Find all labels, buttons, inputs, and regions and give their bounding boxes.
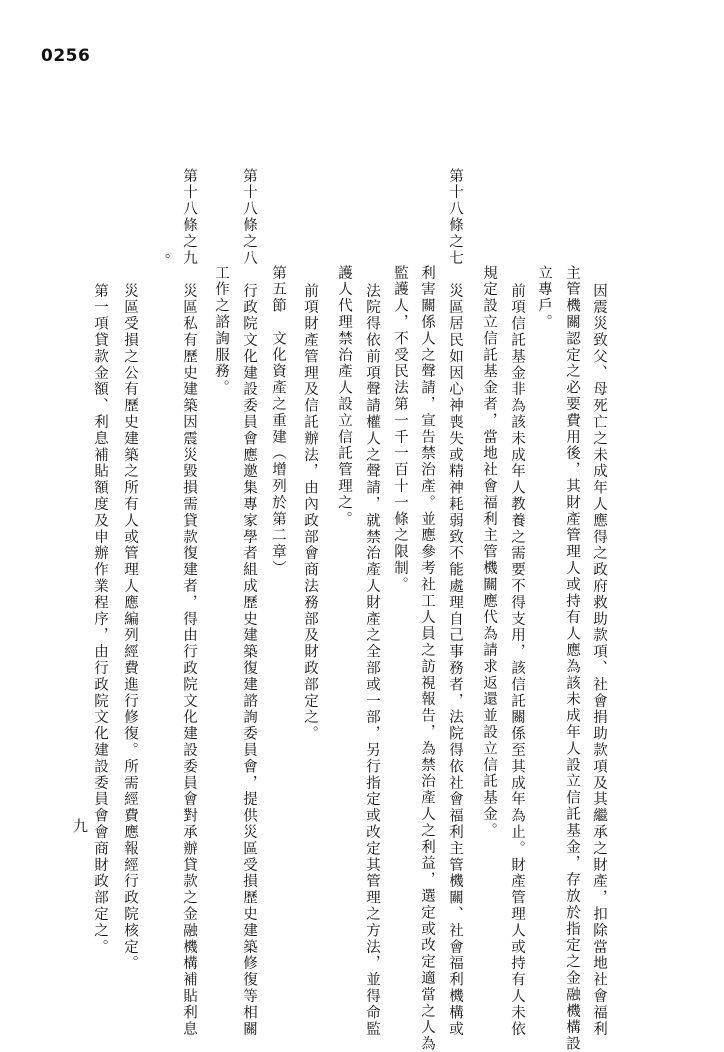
- text-column-18: 災區私有歷史建築因震災毀損需貸款復建者，得由行政院文化建設委員會對承辦貸款之金融機構補貼利息: [181, 283, 197, 1038]
- page-number: 九: [73, 817, 89, 835]
- text-column-12: 前項財產管理及信託辦法，由內政部會商法務部及財政部定之。: [302, 283, 318, 743]
- text-column-5: 規定設立信託基金者，當地社會福利主管機關應代為請求返還並設立信託基金。: [481, 265, 497, 839]
- article-heading-18-9: 第十八條之九: [181, 168, 197, 267]
- section-heading-5: 第五節 文化資產之重建（增列於第二章）: [270, 265, 286, 577]
- text-column-20: 災區受損之公有歷史建築之所有人或管理人應編列經費進行修復。所需經費應報經行政院核定。: [122, 283, 138, 972]
- text-column-11: 護人代理禁治產人設立信託管理之。: [336, 265, 352, 528]
- text-column-10: 法院得依前項聲請權人之聲請，就禁治產人財產之全部或一部，另行指定或改定其管理之方法，並得命監: [364, 283, 380, 1038]
- text-column-15: 行政院文化建設委員會應邀集專家學者組成歷史建築復建諮詢委員會，提供災區受損歷史建築修復等相關: [241, 283, 257, 1038]
- text-column-19: 。: [154, 253, 170, 270]
- text-column-7: 災區居民如因心神喪失或精神耗弱致不能處理自己事務者，法院得依社會福利主管機關、社會福利機構或: [447, 283, 463, 1038]
- text-column-8: 利害關係人之聲請，宣告禁治產。並應參考社工人員之訪視報告，為禁治產人之利益，選定或改定適當之人為: [419, 265, 435, 1052]
- text-column-21: 第一項貸款金額、利息補貼額度及申辦作業程序，由行政院文化建設委員會會商財政部定之。: [92, 283, 108, 956]
- page-id: 0256: [41, 46, 91, 66]
- text-column-3: 立專戶。: [536, 265, 552, 331]
- text-column-4: 前項信託基金非為該未成年人教養之需要不得支用，該信託關係至其成年為止。財產管理人或持有人未依: [509, 283, 525, 1038]
- article-heading-18-8: 第十八條之八: [241, 168, 257, 267]
- text-column-2: 主管機關認定之必要費用後，其財產管理人或持有人應為該未成年人設立信託基金，存放於指定之金融機構設: [564, 265, 580, 1052]
- text-column-1: 因震災致父、母死亡之未成年人應得之政府救助款項、社會捐助款項及其繼承之財產，扣除當地社會福利: [591, 283, 607, 1038]
- text-column-16: 工作之諮詢服務。: [213, 265, 229, 397]
- article-heading-18-7: 第十八條之七: [447, 168, 463, 267]
- text-column-9: 監護人，不受民法第一千一百十一條之限制。: [392, 265, 408, 593]
